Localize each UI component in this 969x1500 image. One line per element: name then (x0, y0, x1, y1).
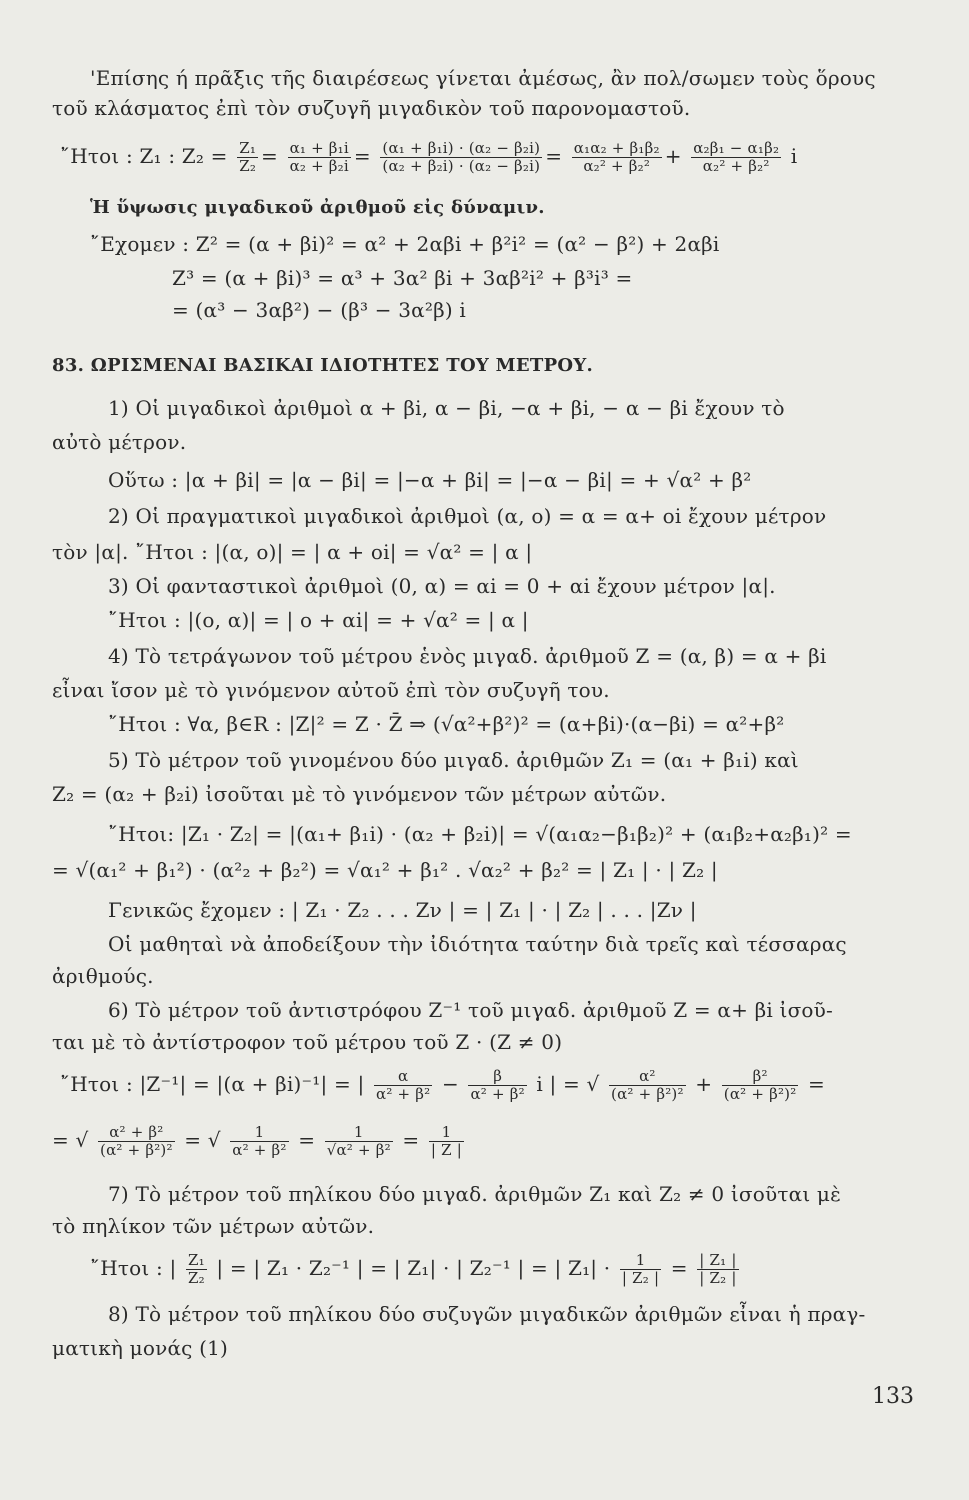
text-line: 2) Οἱ πραγματικοὶ μιγαδικοὶ ἀριθμοὶ (α, ο) = α = α+ οi ἔχουν μέτρον (108, 504, 827, 528)
fraction: $\frac{1}{\text{α² + β²}}$ (232, 1123, 287, 1159)
formula-text: = √ (52, 1128, 89, 1152)
formula-text: − (441, 1072, 459, 1096)
text-line: = √(α₁² + β₁²) · (α²₂ + β₂²) = √α₁² + β₁² . √α₂² + β₂² = | Z₁ | · | Z₂ | (52, 858, 718, 882)
division-formula: ῎Ητοι : Z₁ : Z₂ = $\frac{\text{Z₁}}{\text{Z₂}}$ = $\frac{\text{α₁ + β₁i}}{\text{α₂ + β₂i}}$ = $\frac{\text{(α₁ + β₁i) · (α₂ − β₂i)}}{\text{(α₂ + β₂i) · (α₂ − β₂i)}}$ = $\frac{\text{α₁α₂ + β₁β₂}}{\text{α₂² + β₂²}}$ + $\frac{\text{α₂β₁ − α₁β₂}}{\text{α₂² + β₂²}}$ i (60, 139, 798, 175)
text-line: τὸ πηλίκον τῶν μέτρων αὐτῶν. (52, 1214, 375, 1238)
formula-text: = (298, 1128, 316, 1152)
page-number: 133 (872, 1384, 914, 1409)
text-line: Z₂ = (α₂ + β₂i) ἰσοῦται μὲ τὸ γινόμενον τῶν μέτρων αὐτῶν. (52, 782, 667, 806)
text-line: ῎Εχομεν : Z² = (α + βi)² = α² + 2αβi + β²i² = (α² − β²) + 2αβi (90, 232, 720, 256)
fraction: $\frac{\alpha}{\text{α² + β²}}$ (376, 1067, 431, 1103)
text-line: 6) Τὸ μέτρον τοῦ ἀντιστρόφου Z⁻¹ τοῦ μιγαδ. ἀριθμοῦ Z = α+ βi ἰσοῦ- (108, 998, 833, 1022)
text-line: Z³ = (α + βi)³ = α³ + 3α² βi + 3αβ²i² + β³i³ = (172, 266, 633, 290)
text-line: 8) Τὸ μέτρον τοῦ πηλίκου δύο συζυγῶν μιγαδικῶν ἀριθμῶν εἶναι ἡ πραγ- (108, 1302, 866, 1326)
formula-text: | = | Z₁ · Z₂⁻¹ | = | Z₁| · | Z₂⁻¹ | = | Z₁| · (216, 1256, 611, 1280)
text-line: = (α³ − 3αβ²) − (β³ − 3α²β) i (172, 298, 467, 322)
formula-text: = √ (184, 1128, 221, 1152)
text-line: 3) Οἱ φανταστικοὶ ἀριθμοὶ (0, α) = αi = 0 + αi ἔχουν μέτρον |α|. (108, 574, 776, 598)
fraction: $\frac{\text{Z₁}}{\text{Z₂}}$ (239, 139, 257, 175)
text-line: ματικὴ μονάς (1) (52, 1336, 229, 1360)
fraction: $\frac{\text{α₁α₂ + β₁β₂}}{\text{α₂² + β₂²}}$ (573, 139, 660, 175)
formula-text: ῎Ητοι : | (90, 1256, 177, 1280)
text-line: τὸν |α|. ῎Ητοι : |(α, ο)| = | α + οi| = √α² = | α | (52, 540, 533, 564)
text-line: 'Επίσης ή πρᾶξις τῆς διαιρέσεως γίνεται ἀμέσως, ἂν πολ/σωμεν τοὺς ὅρους (90, 66, 876, 90)
fraction: $\frac{\text{α₂β₁ − α₁β₂}}{\text{α₂² + β₂²}}$ (693, 139, 780, 175)
text-line: Γενικῶς ἔχομεν : | Z₁ · Z₂ . . . Zν | = | Z₁ | · | Z₂ | . . . |Zν | (108, 898, 697, 922)
fraction: $\frac{1}{\text{√α² + β²}}$ (326, 1123, 391, 1159)
text-line: ἀριθμούς. (52, 964, 154, 988)
fraction: $\frac{\text{α₁ + β₁i}}{\text{α₂ + β₂i}}$ (289, 139, 349, 175)
fraction: $\frac{\beta}{\text{α² + β²}}$ (470, 1067, 525, 1103)
formula-text: i | = √ (536, 1072, 600, 1096)
text-line: Οἱ μαθηταὶ νὰ ἀποδείξουν τὴν ἰδιότητα ταύτην διὰ τρεῖς καὶ τέσσαρας (108, 932, 847, 956)
formula-text: i (790, 144, 798, 168)
formula-text: ῎Ητοι : Z₁ : Z₂ = (60, 144, 228, 168)
text-line: τοῦ κλάσματος ἐπὶ τὸν συζυγῆ μιγαδικὸν τοῦ παρονομαστοῦ. (52, 96, 691, 120)
fraction: $\frac{\text{(α₁ + β₁i) · (α₂ − β₂i)}}{\text{(α₂ + β₂i) · (α₂ − β₂i)}}$ (382, 139, 541, 175)
fraction: $\frac{\text{α²}}{\text{(α² + β²)²}}$ (611, 1067, 684, 1103)
text-line: ται μὲ τὸ ἀντίστροφον τοῦ μέτρου τοῦ Z · (Z ≠ 0) (52, 1030, 563, 1054)
text-line: Οὕτω : |α + βi| = |α − βi| = |−α + βi| = |−α − βi| = + √α² + β² (108, 468, 752, 492)
inverse-formula-continued (52, 1124, 467, 1159)
section-heading: Ἡ ὕψωσις μιγαδικοῦ ἀριθμοῦ εἰς δύναμιν. (90, 197, 545, 218)
formula-text: = (670, 1256, 688, 1280)
text-line: εἶναι ἴσον μὲ τὸ γινόμενον αὐτοῦ ἐπὶ τὸν συζυγῆ του. (52, 678, 610, 702)
formula-text: ῎Ητοι : |Z⁻¹| = |(α + βi)⁻¹| = | (60, 1072, 365, 1096)
text-line: αὐτὸ μέτρον. (52, 430, 187, 454)
fraction: $\frac{\text{α² + β²}}{\text{(α² + β²)²}}$ (100, 1123, 173, 1159)
fraction: $\frac{\text{β²}}{\text{(α² + β²)²}}$ (723, 1067, 797, 1103)
formula-text: = (808, 1072, 825, 1096)
text-line: 7) Τὸ μέτρον τοῦ πηλίκου δύο μιγαδ. ἀριθμῶν Z₁ καὶ Z₂ ≠ 0 ἰσοῦται μὲ (108, 1182, 842, 1206)
text-line: 1) Οἱ μιγαδικοὶ ἀριθμοὶ α + βi, α − βi, −α + βi, − α − βi ἔχουν τὸ (108, 396, 785, 420)
text-line: ῎Ητοι: |Z₁ · Z₂| = |(α₁+ β₁i) · (α₂ + β₂i)| = √(α₁α₂−β₁β₂)² + (α₁β₂+α₂β₁)² = (108, 822, 852, 846)
inverse-formula (60, 1068, 825, 1103)
fraction: $\frac{\text{| Z₁ |}}{\text{| Z₂ |}}$ (699, 1251, 737, 1287)
section-heading: 83. ΩΡΙΣΜΕΝΑΙ ΒΑΣΙΚΑΙ ΙΔΙΟΤΗΤΕΣ ΤΟΥ ΜΕΤΡΟΥ. (52, 355, 594, 376)
fraction: $\frac{1}{\text{| Z₂ |}}$ (621, 1251, 660, 1287)
text-line: ῎Ητοι : |(ο, α)| = | ο + αi| = + √α² = | α | (108, 608, 529, 632)
fraction: $\frac{\text{Z₁}}{\text{Z₂}}$ (187, 1251, 205, 1287)
text-line: 5) Τὸ μέτρον τοῦ γινομένου δύο μιγαδ. ἀριθμῶν Z₁ = (α₁ + β₁i) καὶ (108, 748, 799, 772)
formula-text: + (695, 1072, 713, 1096)
text-line: ῎Ητοι : ∀α, β∈R : |Z|² = Z · Z̄ ⇒ (√α²+β²)² = (α+βi)·(α−βi) = α²+β² (108, 712, 785, 736)
fraction: $\frac{1}{| Z |}$ (430, 1123, 462, 1159)
quotient-formula (90, 1252, 742, 1287)
formula-text: = (402, 1128, 420, 1152)
text-line: 4) Τὸ τετράγωνον τοῦ μέτρου ἑνὸς μιγαδ. ἀριθμοῦ Z = (α, β) = α + βi (108, 644, 827, 668)
